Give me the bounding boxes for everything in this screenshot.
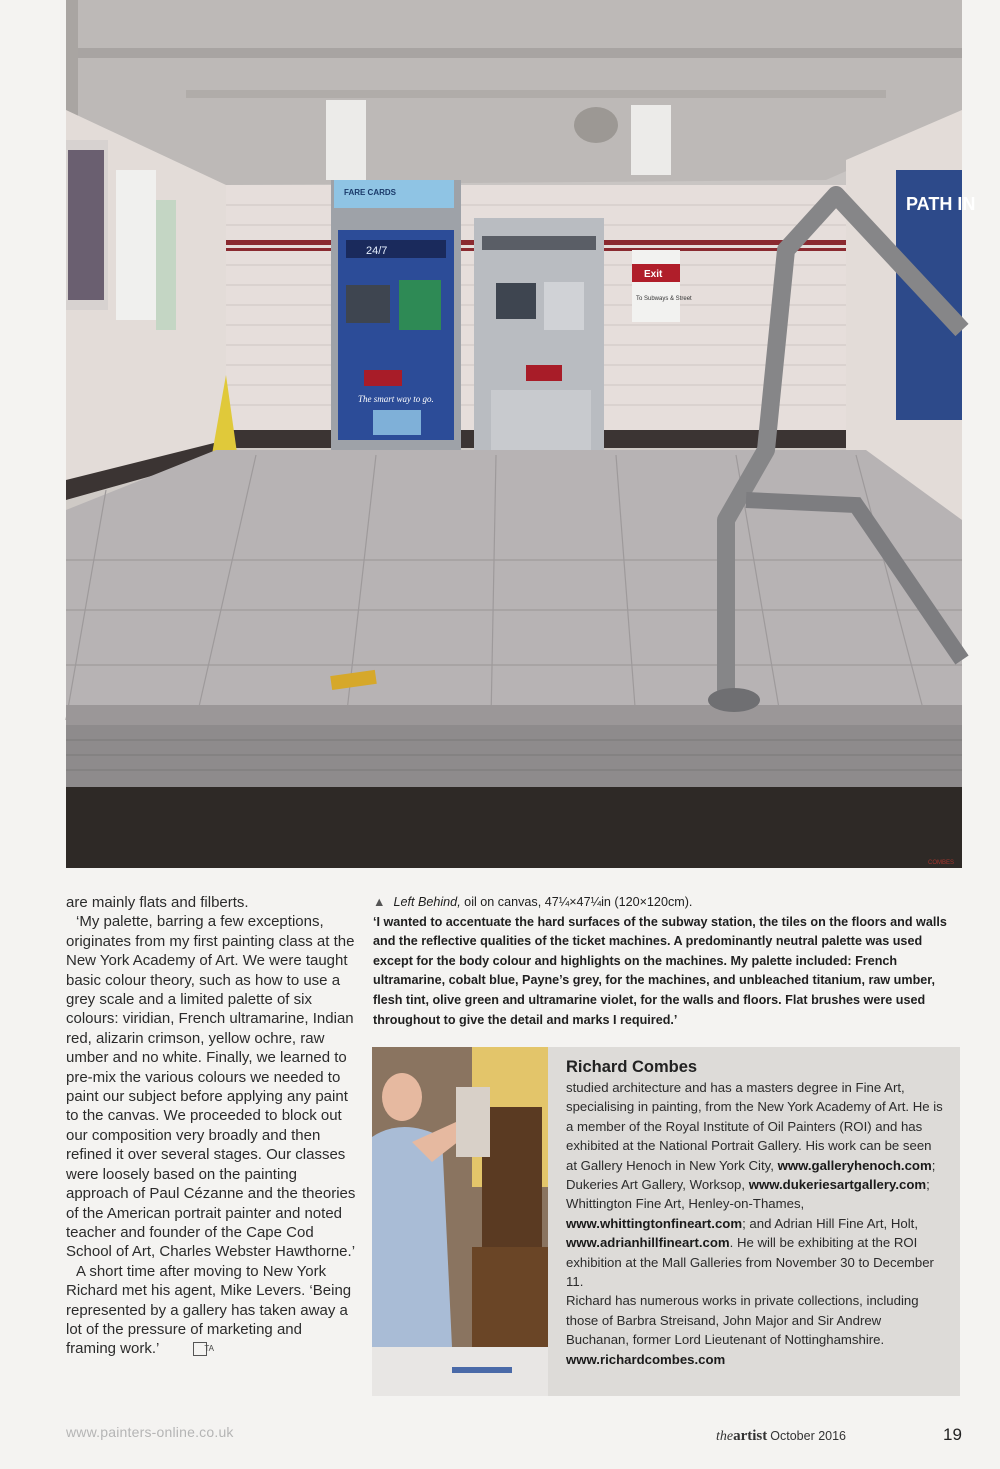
article-paragraph xyxy=(66,1262,356,1359)
painting-left-behind xyxy=(66,0,976,868)
issue-date: October 2016 xyxy=(770,1429,847,1443)
caption-arrow-icon: ▲ xyxy=(373,895,386,909)
machine-slogan-text: The smart way to go. xyxy=(358,394,434,404)
artist-bio-box xyxy=(372,1047,960,1396)
link-adrianhill[interactable]: www.adrianhillfineart.com xyxy=(566,1235,730,1251)
link-richardcombes[interactable]: www.richardcombes.com xyxy=(566,1351,726,1367)
bio-text-4: ; and Adrian Hill Fine Art, Holt, xyxy=(742,1215,918,1231)
bio-name: Richard Combes xyxy=(566,1058,698,1076)
link-whittington[interactable]: www.whittingtonfineart.com xyxy=(566,1215,743,1231)
article-paragraph: ‘My palette, barring a few exceptions, originates from my first painting class at the New York Academy of Art. We were taught basic colour theory, such as how to use a grey scale and a limited palette of six colours: viridian, French ultramarine, Indian red, alizarin crimson, yellow ochre, raw umber and no white. Finally, we learned to pre-mix the various colours we needed to paint our subject before applying any paint to the canvas. We proceeded to block out our composition very broadly and then refined it over several stages. Our classes were loosely based on the painting approach of Paul Cézanne and the theories of the American portrait painter and noted teacher and founder of the Cape Cod School of Art, Charles Webster Hawthorne.’ xyxy=(66,913,356,1261)
magazine-logo-artist: artist xyxy=(733,1428,768,1444)
article-paragraph: are mainly flats and filberts. xyxy=(66,894,249,911)
bio-text-1: studied architecture and has a masters degree in Fine Art, specialising in painting, from the New York Academy of Art. He is a member of the Royal Institute of Oil Painters (ROI) and has exhibited at the National Portrait Gallery. His work can be seen at Gallery Henoch in New York City, xyxy=(566,1080,943,1173)
link-galleryhenoch[interactable]: www.galleryhenoch.com xyxy=(777,1157,932,1173)
link-dukeries[interactable]: www.dukeriesartgallery.com xyxy=(748,1177,927,1193)
caption-details: oil on canvas, 47¼×47¼in (120×120cm). xyxy=(460,895,693,909)
exit-sign-text: Exit xyxy=(644,269,663,280)
artist-photo xyxy=(372,1047,548,1396)
end-mark: TA xyxy=(193,1342,207,1356)
article-column xyxy=(66,893,356,1359)
bio-text-3: ; Whittington Fine Art, Henley-on-Thames, xyxy=(566,1177,930,1212)
footer-magazine xyxy=(716,1428,846,1445)
bio-text-6: Richard has numerous works in private collections, including those of Barbra Streisand, John Major and Sir Andrew Buchanan, former Lord Lieutenant of Nottinghamshire. xyxy=(566,1293,919,1348)
exit-sign-sub: To Subways & Street xyxy=(636,296,692,302)
article-paragraph-text: A short time after moving to New York Richard met his agent, Mike Levers. ‘Being represented by a gallery has taken away a lot of the pressure of marketing and framing work.’ xyxy=(66,1262,352,1358)
machine-sign-text: FARE CARDS xyxy=(344,188,397,197)
footer-website-link[interactable]: www.painters-online.co.uk xyxy=(66,1424,234,1440)
page-number: 19 xyxy=(943,1425,962,1444)
magazine-logo-the: the xyxy=(716,1429,734,1444)
caption-quote: ‘I wanted to accentuate the hard surfaces of the subway station, the tiles on the floors and walls and the reflective qualities of the ticket machines. A predominantly neutral palette was used except for the body colour and highlights on the machines. My palette included: French ultramarine, cobalt blue, Payne’s grey, for the machines, and unbleached titanium, raw umber, flesh tint, olive green and ultramarine violet, for the walls and floors. Flat brushes were used throughout to give the detail and marks I required.’ xyxy=(373,914,947,1027)
painting-illustration xyxy=(66,0,976,868)
artist-photo-illustration xyxy=(372,1047,548,1396)
bio-text-2: ; Dukeries Art Gallery, Worksop, xyxy=(566,1157,936,1193)
caption-title: Left Behind, xyxy=(393,895,461,909)
path-sign-text: PATH IN xyxy=(906,194,976,214)
machine-display-text: 24/7 xyxy=(366,245,388,257)
bio-text-5: . He will be exhibiting at the ROI exhibition at the Mall Galleries from November 30 to December 11. xyxy=(566,1235,934,1290)
painting-caption xyxy=(373,893,961,1030)
painting-signature: COMBES xyxy=(928,860,955,866)
bio-text xyxy=(566,1057,946,1369)
